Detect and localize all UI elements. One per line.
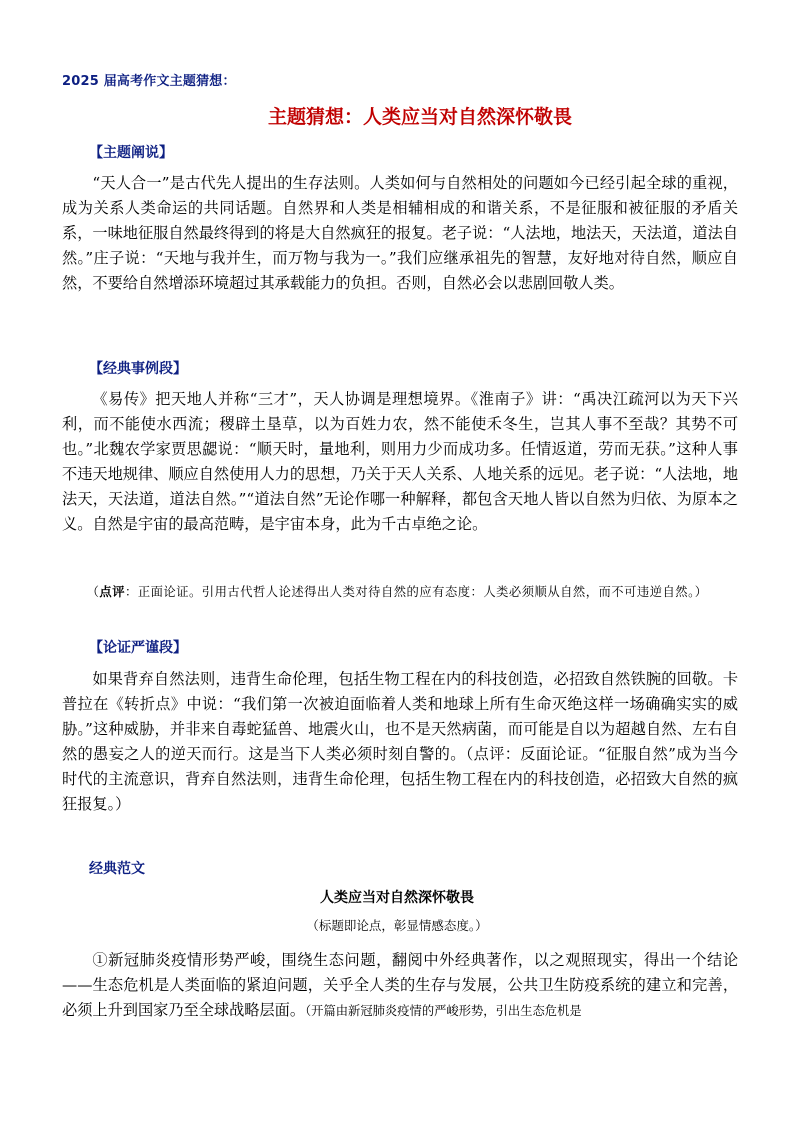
section-classic-example-paragraph: 《易传》把天地人并称“三才”，天人协调是理想境界。《淮南子》讲：“禹决江疏河以为天下兴利，而不能使水西流；稷辟土垦草，以为百姓力农，然不能使禾冬生，岂其人事不至哉？其势不可也。”北魏农学家贾思勰说：“顺天时，量地利，则用力少而成功多。任情返道，劳而无获。”这种人事不违天地规律、顺应自然使用人力的思想，乃关于天人关系、人地关系的远见。老子说：“人法地，地法天，天法道，道法自然。”“道法自然”无论作哪一种解释，都包含天地人皆以自然为归依、为原本之义。自然是宇宙的最高范畴，是宇宙本身，此为千古卓绝之论。 bbox=[62, 390, 739, 533]
essay-subtitle: （标题即论点，彰显情感态度。） bbox=[306, 918, 488, 933]
comment-body: ：正面论证。引用古代哲人论述得出人类对待自然的应有态度：人类必须顺从自然，而不可违逆自然。） bbox=[125, 585, 708, 599]
essay-paragraph-1-comment: （开篇由新冠肺炎疫情的严峻形势，引出生态危机是 bbox=[305, 1004, 582, 1018]
essay-title: 人类应当对自然深怀敬畏 bbox=[320, 890, 474, 906]
section-heading-classic-example: 【经典事例段】 bbox=[89, 361, 187, 377]
comment-open-paren: （ bbox=[86, 585, 100, 599]
comment-label: 点评 bbox=[99, 585, 126, 599]
section-heading-model-essay: 经典范文 bbox=[89, 861, 145, 877]
section-heading-rigorous-argument: 【论证严谨段】 bbox=[89, 640, 187, 656]
section-theme-paragraph: “天人合一”是古代先人提出的生存法则。人类如何与自然相处的问题如今已经引起全球的重视，成为关系人类命运的共同话题。自然界和人类是相辅相成的和谐关系，不是征服和被征服的矛盾关系，一味地征服自然最终得到的将是大自然疯狂的报复。老子说：“人法地，地法天，天法道，道法自然。”庄子说：“天地与我并生，而万物与我为一。”我们应继承祖先的智慧，友好地对待自然，顺应自然，不要给自然增添环境超过其承载能力的负担。否则，自然必会以悲剧回敬人类。 bbox=[62, 174, 739, 292]
essay-paragraph-1-text: ①新冠肺炎疫情形势严峻，围绕生态问题，翻阅中外经典著作，以之观照现实，得出一个结论——生态危机是人类面临的紧迫问题，关乎全人类的生存与发展，公共卫生防疫系统的建立和完善，必须上升到国家乃至全球战略层面。 bbox=[62, 951, 738, 1019]
section-rigorous-argument-paragraph: 如果背弃自然法则，违背生命伦理，包括生物工程在内的科技创造，必招致自然铁腕的回敬。卡普拉在《转折点》中说：“我们第一次被迫面临着人类和地球上所有生命灭绝这样一场确确实实的威胁。”这种威胁，并非来自毒蛇猛兽、地震火山，也不是天然病菌，而可能是自以为超越自然、左右自然的愚妄之人的逆天而行。这是当下人类必须时刻自警的。（点评：反面论证。“征服自然”成为当今时代的主流意识，背弃自然法则，违背生命伦理，包括生物工程在内的科技创造，必招致大自然的疯狂报复。） bbox=[62, 670, 738, 813]
document-main-title: 主题猜想：人类应当对自然深怀敬畏 bbox=[267, 106, 572, 128]
section-classic-example-comment bbox=[62, 580, 738, 605]
document-top-label: 2025 届高考作文主题猜想： bbox=[62, 74, 236, 89]
section-heading-theme: 【主题阐说】 bbox=[89, 145, 173, 161]
essay-paragraph-1 bbox=[62, 948, 738, 1024]
